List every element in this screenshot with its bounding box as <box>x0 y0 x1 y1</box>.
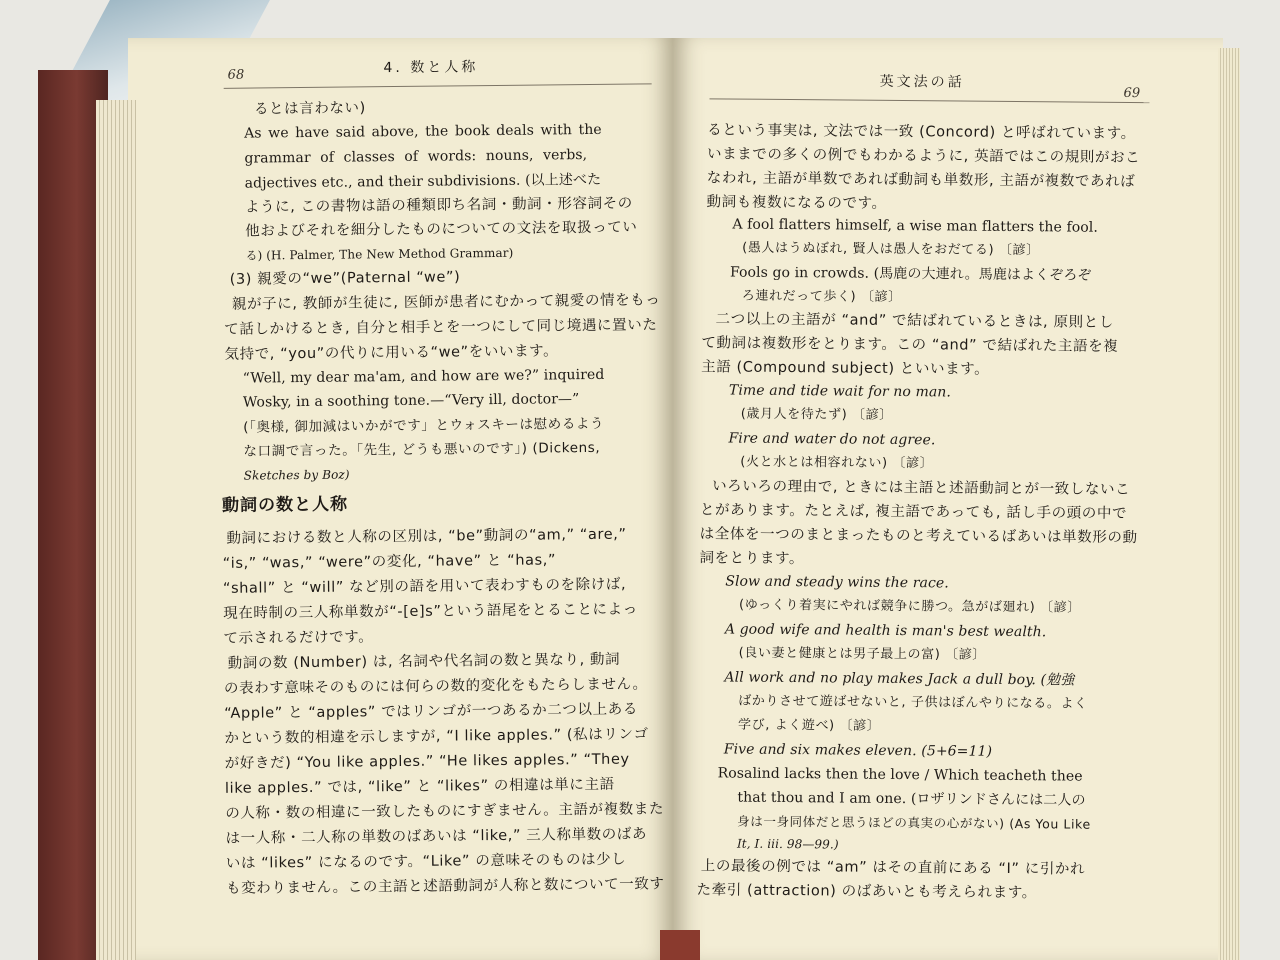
text-line: Fools go in crowds. (馬鹿の大連れ。馬鹿はよくぞろぞ <box>729 264 1092 284</box>
text-line: (ゆっくり着実にやれば競争に勝つ。急がば廻れ) 〔諺〕 <box>739 597 1081 616</box>
text-line: Slow and steady wins the race. <box>725 573 949 592</box>
left-page-number: 68 <box>227 67 245 83</box>
text-line: 動詞も複数になるのです。 <box>706 194 887 212</box>
text-line: な口調で言った。「先生, どうも悪いのです」) (Dickens, <box>243 439 601 460</box>
text-line: いは “likes” になるのです。“Like” の意味そのものは少し <box>225 851 627 872</box>
text-line: A fool flatters himself, a wise man flatters the fool. <box>732 216 1099 236</box>
text-line: 身は一身同体だと思うほどの真実の心がない) (As You Like <box>737 813 1091 832</box>
text-line: 主語 (Compound subject) といいます。 <box>701 359 990 378</box>
text-line: の表わす意味そのものには何らの数的変化をもたらしません。 <box>223 676 648 697</box>
text-line: 動詞における数と人称の区別は, “be”動詞の“am,” “are,” <box>226 526 627 547</box>
text-line: が好きだ) “You like apples.” “He likes apples.” “They <box>224 751 630 772</box>
section-heading: 動詞の数と人称 <box>221 494 349 516</box>
text-line: いろいろの理由で, ときには主語と述語動詞とが一致しないこ <box>712 478 1131 499</box>
text-line: 現在時制の三人称単数が“-[e]s”という語尾をとることによっ <box>223 601 638 622</box>
text-line: ように, この書物は語の種類即ち名詞・動詞・形容詞その <box>244 195 633 216</box>
text-line: 二つ以上の主語が “and” で結ばれているときは, 原則とし <box>715 311 1114 331</box>
fore-edge <box>1218 48 1240 960</box>
text-line: いままでの多くの例でもわかるように, 英語ではこの規則がおこ <box>706 146 1141 167</box>
text-line: は一人称・二人称の単数のばあいは “like,” 三人称単数のばあ <box>225 826 648 847</box>
text-line: (「奥様, 御加減はいかがです」とウォスキーは慰めるよう <box>243 415 605 436</box>
text-line: も変わりません。この主語と述語動詞が人称と数について一致す <box>225 876 665 897</box>
text-line: かという数的相違を示しますが, “I like apples.” (私はリンゴ <box>224 726 649 747</box>
text-line: (良い妻と健康とは男子最上の富) 〔諺〕 <box>738 645 986 663</box>
text-line: るとは言わない) <box>253 100 366 118</box>
text-line: 詞をとります。 <box>699 550 805 568</box>
text-line: “Apple” と “apples” ではリンゴが一つあるか二つ以上ある <box>224 701 638 722</box>
subsection-heading: (3) 親愛の“we”(Paternal “we”) <box>229 269 461 288</box>
text-line: (愚人はうぬぼれ, 賢人は愚人をおだてる) 〔諺〕 <box>742 240 1040 259</box>
text-line: Fire and water do not agree. <box>728 430 936 449</box>
left-running-head: 4. 数と人称 <box>383 59 479 77</box>
text-line: て動詞は複数形をとります。この “and” で結ばれた主語を複 <box>701 335 1119 355</box>
text-line: Wosky, in a soothing tone.—“Very ill, doctor—” <box>242 391 580 411</box>
text-line: (歳月人を待たず) 〔諺〕 <box>740 406 893 423</box>
page-stack-edge <box>96 100 136 960</box>
citation-line: It, I. iii. 98—99.) <box>736 836 839 852</box>
text-line: “is,” “was,” “were”の変化, “have” と “has,” <box>222 552 557 572</box>
text-line: ろ連れだって歩く) 〔諺〕 <box>741 288 902 306</box>
right-page-number: 69 <box>1123 85 1141 102</box>
text-line: 親が子に, 教師が生徒に, 医師が患者にむかって親愛の情をもっ <box>231 292 661 313</box>
text-line: All work and no play makes Jack a dull boy. (勉強 <box>724 669 1075 689</box>
text-line: て示されるだけです。 <box>223 629 374 647</box>
text-line: 他およびそれを細分したものについての文法を取扱ってい <box>245 219 638 240</box>
right-running-head: 英文法の話 <box>879 73 965 91</box>
text-line: (火と水とは相容れない) 〔諺〕 <box>740 454 934 472</box>
text-line: 気持で, “you”の代りに用いる“we”をいいます。 <box>224 343 559 363</box>
text-line: Time and tide wait for no man. <box>728 382 952 401</box>
text-line: なわれ, 主語が単数であれば動詞も単数形, 主語が複数であれば <box>706 170 1136 191</box>
citation-line: る) (H. Palmer, The New Method Grammar) <box>245 245 514 263</box>
text-line: “Well, my dear ma'am, and how are we?” inquired <box>242 366 605 387</box>
text-line: 動詞の数 (Number) は, 名詞や代名詞の数と異なり, 動詞 <box>227 651 621 672</box>
text-line: As we have said above, the book deals with the <box>244 121 602 142</box>
text-line: の人称・数の相違に一致したものにすぎません。主語が複数また <box>225 801 665 822</box>
text-line: た牽引 (attraction) のばあいとも考えられます。 <box>696 882 1037 902</box>
bottom-spine <box>660 930 700 960</box>
text-line: 上の最後の例では “am” はその直前にある “I” に引かれ <box>700 858 1086 878</box>
text-line: “shall” と “will” など別の語を用いて表わすものを除けば, <box>222 576 627 597</box>
text-line: adjectives etc., and their subdivisions. (以上述べた <box>244 171 602 192</box>
text-line: るという事実は, 文法では一致 (Concord) と呼ばれています。 <box>707 122 1136 143</box>
text-line: A good wife and health is man's best wealth. <box>724 621 1047 641</box>
text-line: 学び, よく遊べ) 〔諺〕 <box>737 717 881 734</box>
text-line: Rosalind lacks then the love / Which teacheth thee <box>717 765 1083 785</box>
text-line: は全体を一つのまとまったものと考えているばあいは単数形の動 <box>699 526 1138 547</box>
citation-line: Sketches by Boz) <box>243 467 350 483</box>
text-line: grammar of classes of words: nouns, verbs, <box>244 147 588 167</box>
text-line: Five and six makes eleven. (5+6=11) <box>723 741 993 760</box>
text-line: とがあります。たとえば, 複主語であっても, 話し手の頭の中で <box>699 502 1128 522</box>
text-line: ばかりさせて遊ばせないと, 子供はぼんやりになる。よく <box>738 693 1088 712</box>
text-line: like apples.” では, “like” と “likes” の相違は単に主語 <box>224 776 615 797</box>
text-line: that thou and I am one. (ロザリンドさんには二人の <box>737 789 1086 809</box>
text-line: て話しかけるとき, 自分と相手とを一つにして同じ境遇に置いた <box>224 317 658 338</box>
